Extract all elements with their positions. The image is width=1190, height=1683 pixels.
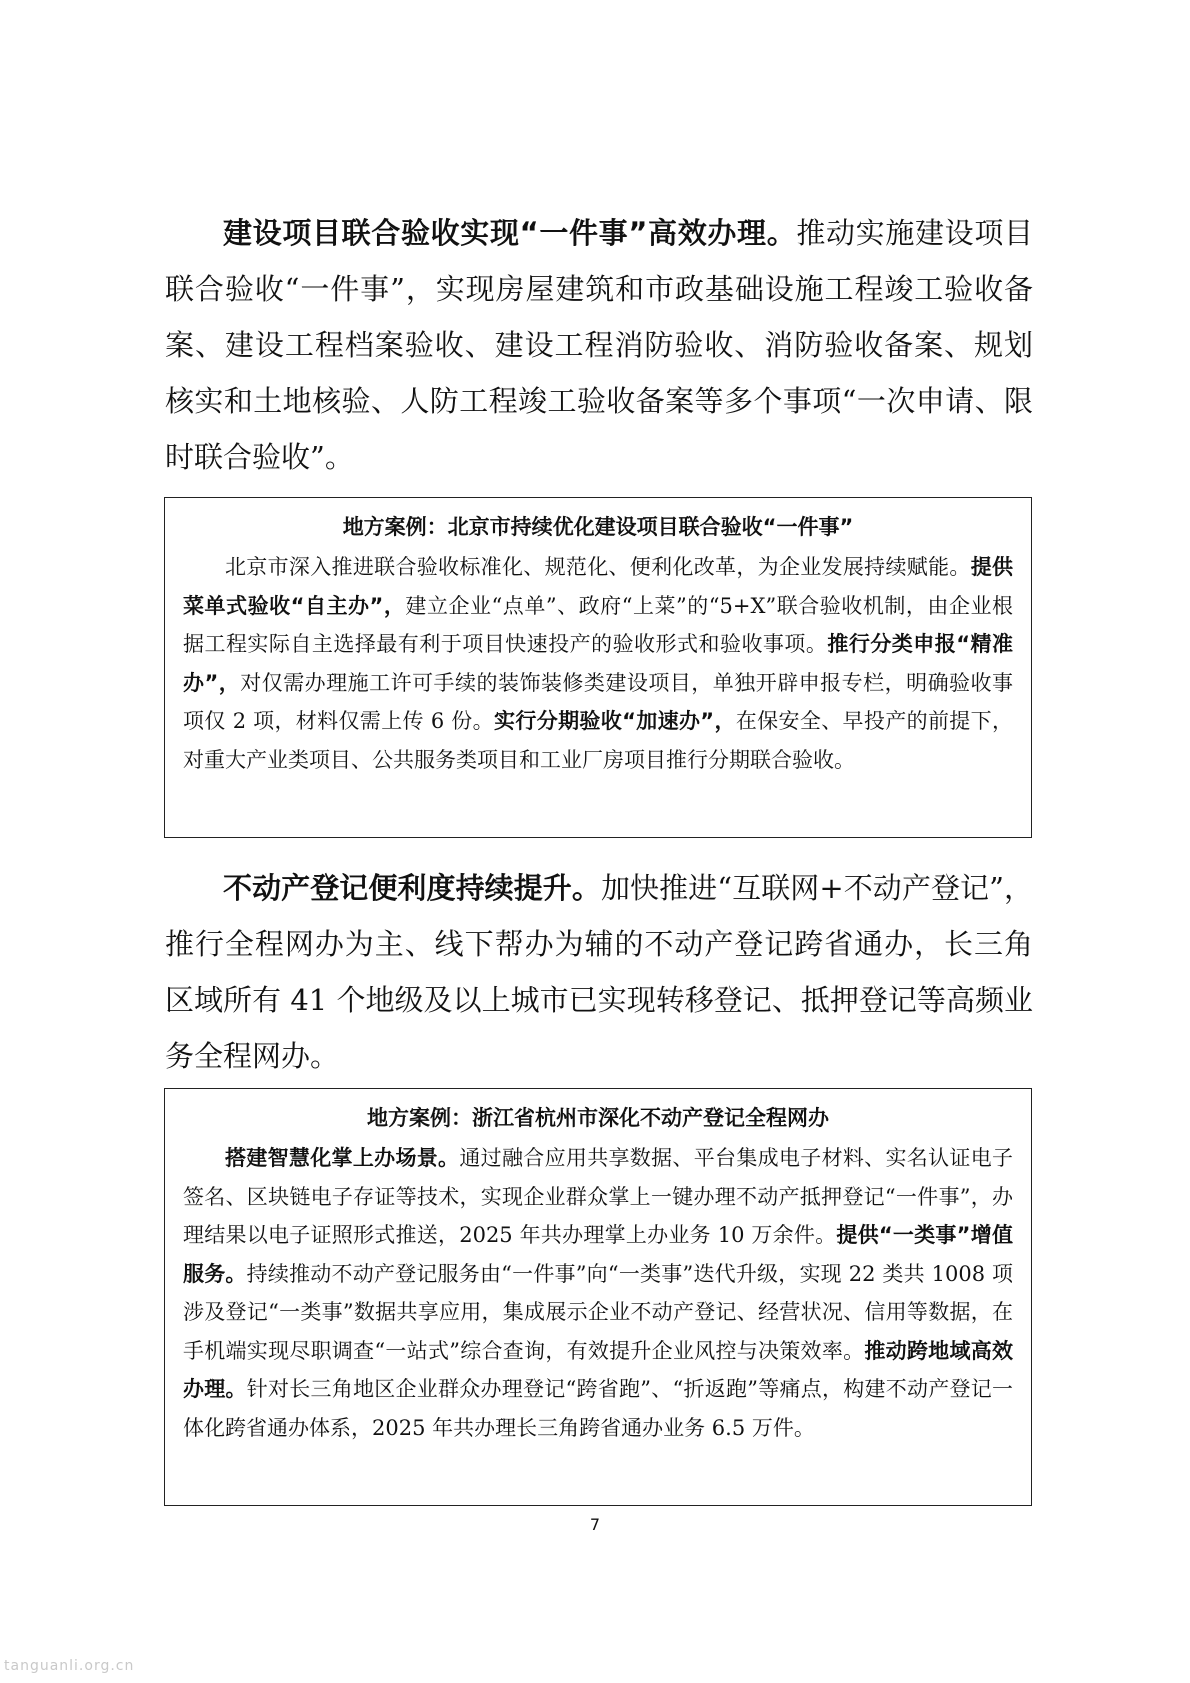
case-title-hangzhou: 地方案例：浙江省杭州市深化不动产登记全程网办 (367, 1106, 829, 1130)
case-detail-3: 在保安全、早投产的前提下，对重大产业类项目、公共服务类项目和工业厂房项目推行分期联合验收。 (183, 709, 1014, 772)
case2-detail-1: 通过融合应用共享数据、平台集成电子材料、实名认证电子签名、区块链电子存证等技术，实现企业群众掌上一键办理不动产抵押登记“一件事”，办理结果以电子证照形式推送，2025 年共办理掌上办业务 10 万余件。 (183, 1146, 1014, 1247)
watermark: tanguanli.org.cn (4, 1658, 135, 1674)
case-box-hangzhou (164, 1088, 1032, 1506)
case-highlight-3: 实行分期验收“加速办”， (494, 709, 736, 733)
section-paragraph-joint-acceptance (165, 205, 1033, 485)
page-number: 7 (589, 1515, 601, 1534)
case2-highlight-2: 提供“一类事”增值服务。 (183, 1223, 1013, 1286)
case-highlight-2: 推行分类申报“精准办”， (183, 632, 1013, 695)
case2-highlight-3: 推动跨地域高效办理。 (183, 1338, 1013, 1401)
case-highlight-1: 提供菜单式验收“自主办”， (183, 555, 1014, 618)
section-heading-joint-acceptance: 建设项目联合验收实现“一件事”高效办理。 (223, 216, 797, 250)
case-detail-1: 建立企业“点单”、政府“上菜”的“5+X”联合验收机制，由企业根据工程实际自主选择最有利于项目快速投产的验收形式和验收事项。 (183, 593, 1013, 656)
section-heading-real-estate: 不动产登记便利度持续提升。 (223, 871, 601, 905)
case-detail-2: 对仅需办理施工许可手续的装饰装修类建设项目，单独开辟申报专栏，明确验收事项仅 2 项，材料仅需上传 6 份。 (183, 670, 1013, 733)
case-box-beijing (164, 497, 1032, 838)
section-paragraph-real-estate (165, 860, 1033, 1084)
section-body-real-estate: 加快推进“互联网+不动产登记”，推行全程网办为主、线下帮办为辅的不动产登记跨省通办，长三角区域所有 41 个地级及以上城市已实现转移登记、抵押登记等高频业务全程网办。 (165, 871, 1033, 1073)
case-text-beijing (183, 548, 1013, 779)
case-intro-beijing: 北京市深入推进联合验收标准化、规范化、便利化改革，为企业发展持续赋能。 (225, 555, 971, 579)
case-title-beijing: 地方案例：北京市持续优化建设项目联合验收“一件事” (342, 515, 854, 539)
section-body-joint-acceptance: 推动实施建设项目联合验收“一件事”，实现房屋建筑和市政基础设施工程竣工验收备案、建设工程档案验收、建设工程消防验收、消防验收备案、规划核实和土地核验、人防工程竣工验收备案等多个事项“一次申请、限时联合验收”。 (165, 216, 1033, 474)
case2-highlight-1: 搭建智慧化掌上办场景。 (225, 1146, 460, 1170)
case-text-hangzhou (183, 1139, 1013, 1447)
case2-detail-3: 针对长三角地区企业群众办理登记“跨省跑”、“折返跑”等痛点，构建不动产登记一体化跨省通办体系，2025 年共办理长三角跨省通办业务 6.5 万件。 (183, 1377, 1013, 1440)
case2-detail-2: 持续推动不动产登记服务由“一件事”向“一类事”迭代升级，实现 22 类共 1008 项涉及登记“一类事”数据共享应用，集成展示企业不动产登记、经营状况、信用等数据，在手机端实现尽职调查“一站式”综合查询，有效提升企业风控与决策效率。 (183, 1261, 1014, 1363)
